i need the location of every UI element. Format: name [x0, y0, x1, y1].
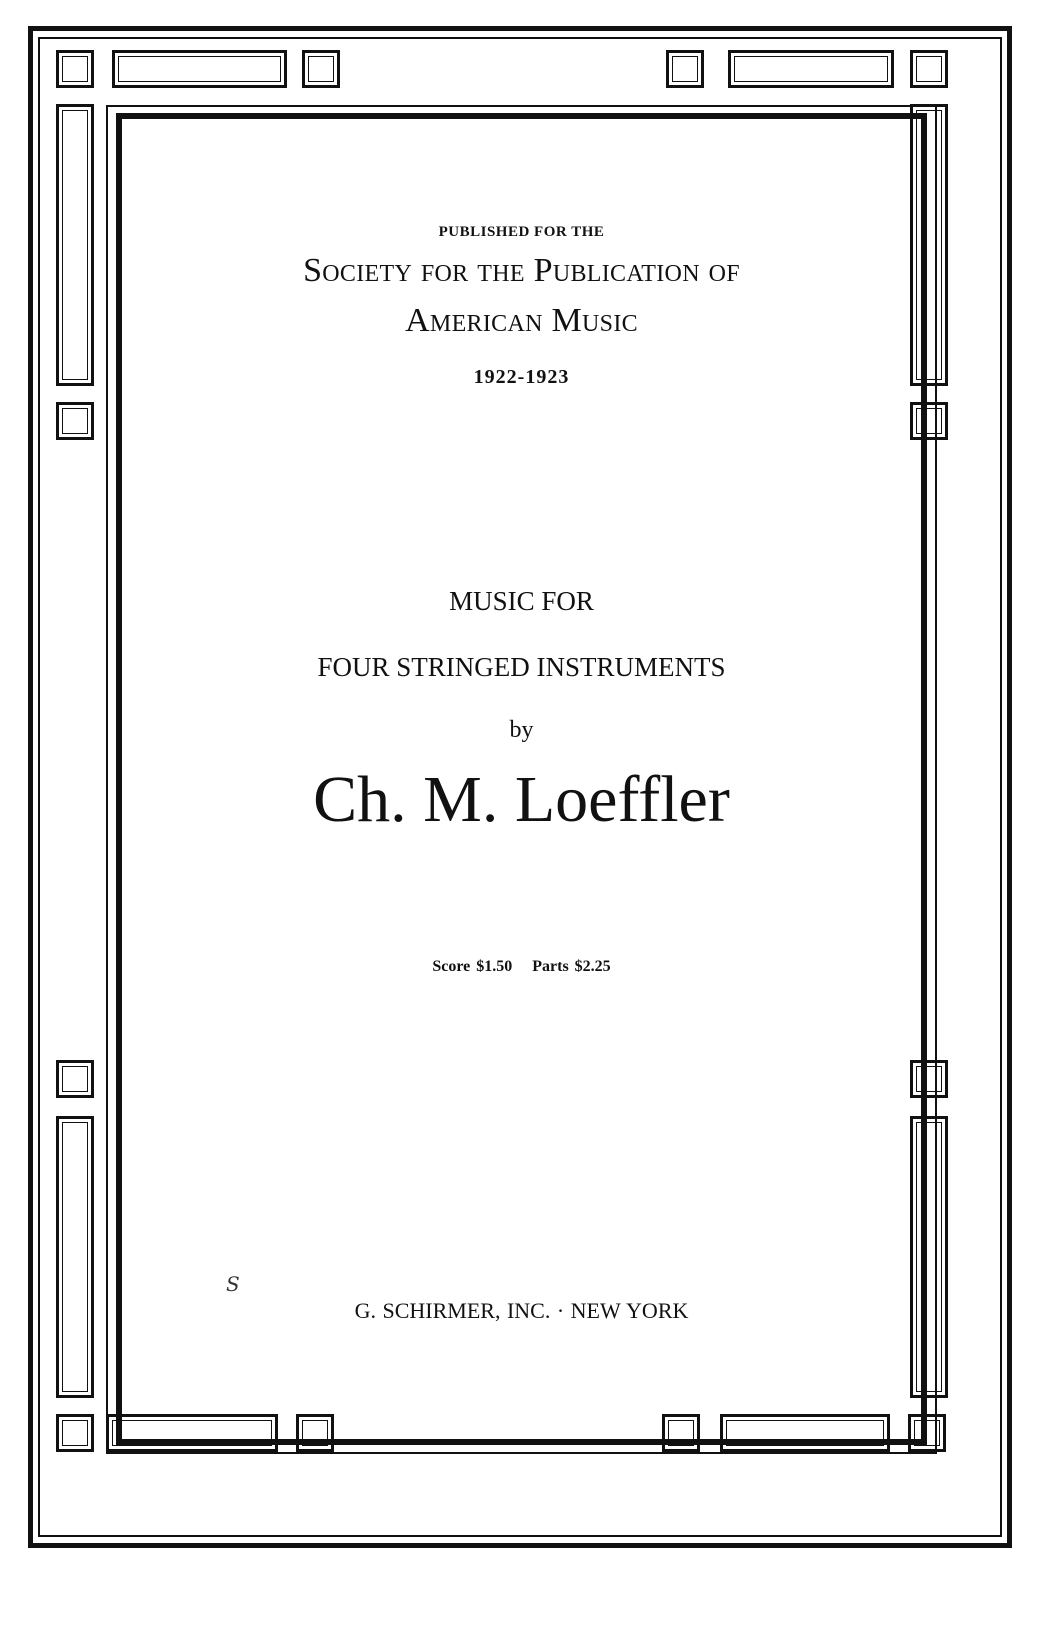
ornament-square-top-3: [666, 50, 704, 88]
handwritten-mark: S: [226, 1272, 240, 1296]
publisher-imprint: G. SCHIRMER, INC. · NEW YORK: [354, 1298, 689, 1323]
ornament-square-left-2: [56, 1060, 94, 1098]
society-name-line2: American Music: [405, 302, 638, 339]
ornament-bar-left-1: [56, 104, 94, 386]
ornament-square-top-1: [56, 50, 94, 88]
parts-price: Parts $2.25: [532, 958, 611, 975]
published-for-line: PUBLISHED FOR THE: [438, 224, 605, 240]
ornament-square-bottom-1: [56, 1414, 94, 1452]
score-price: Score $1.50: [432, 958, 513, 975]
price-line: [116, 958, 927, 976]
ornament-bar-top-2: [728, 50, 894, 88]
title-line2: FOUR STRINGED INSTRUMENTS: [317, 652, 726, 682]
ornament-bar-top-1: [112, 50, 287, 88]
ornament-square-left-1: [56, 402, 94, 440]
composer-name: Ch. M. Loeffler: [313, 763, 730, 836]
ornament-square-top-4: [910, 50, 948, 88]
ornament-square-top-2: [302, 50, 340, 88]
publication-years: 1922-1923: [473, 366, 570, 388]
society-name-line1: Society for the Publication of: [303, 252, 740, 289]
title-line1: MUSIC FOR: [449, 586, 594, 616]
by-line: by: [509, 717, 534, 743]
ornament-bar-left-2: [56, 1116, 94, 1398]
